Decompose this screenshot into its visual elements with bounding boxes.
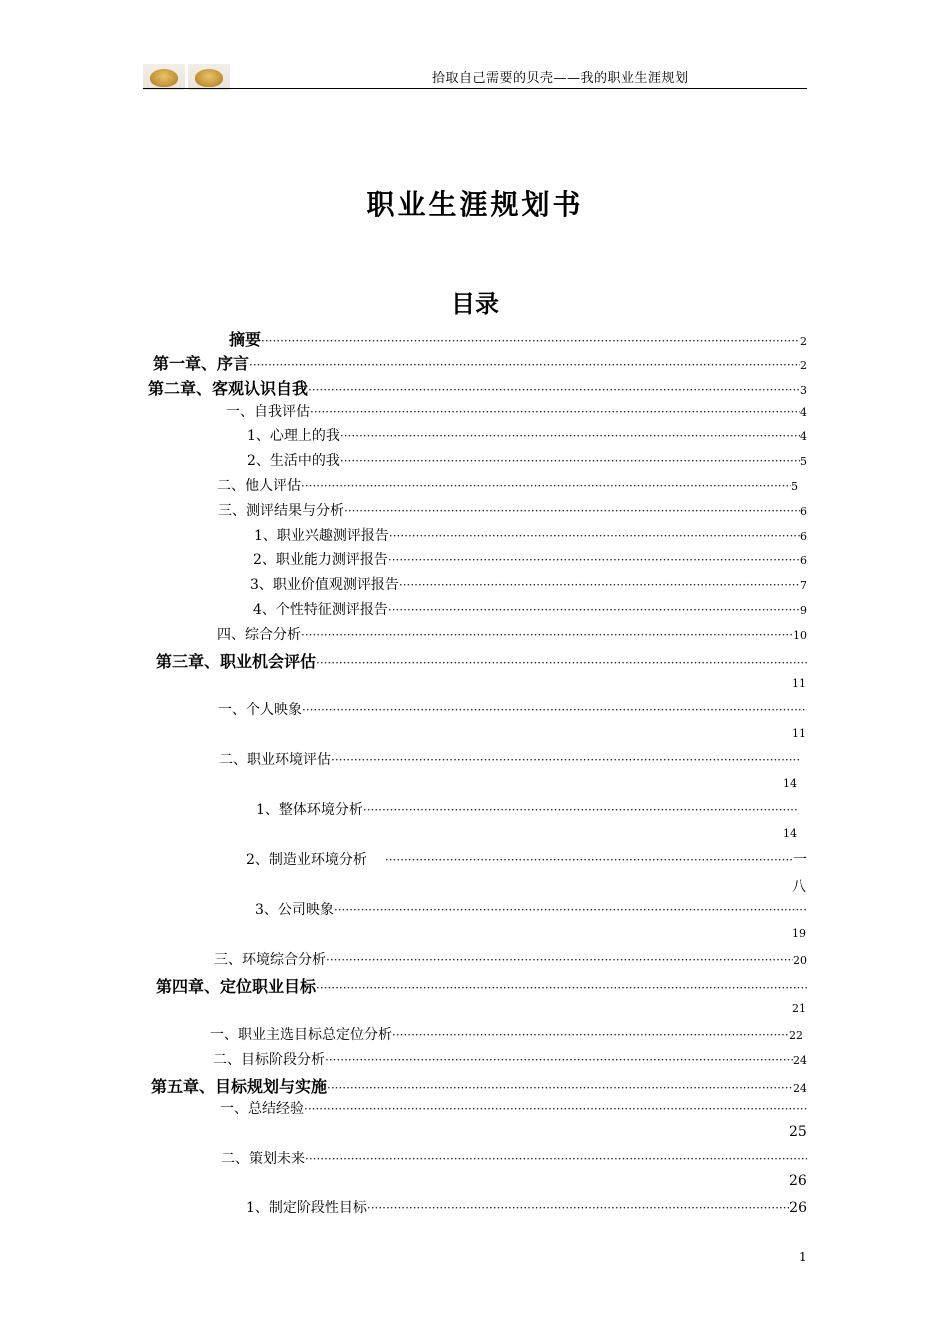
- toc-entry-label: 第三章、职业机会评估: [156, 652, 317, 671]
- toc-entry-label: 1、职业兴趣测评报告: [254, 528, 389, 544]
- toc-leader: [302, 703, 807, 717]
- toc-entry[interactable]: [220, 1098, 807, 1120]
- toc-leader: [331, 753, 799, 767]
- toc-entry-page-cont: 八: [792, 879, 806, 895]
- toc-entry-label: 1、制定阶段性目标: [246, 1200, 367, 1216]
- toc-entry-label: 一、个人映象: [218, 702, 302, 718]
- toc-entry[interactable]: [156, 974, 807, 996]
- toc-entry-label: 2、职业能力测评报告: [253, 552, 388, 568]
- toc-leader: [310, 405, 800, 419]
- toc-entry-label: 摘要: [229, 330, 262, 349]
- toc-entry[interactable]: [250, 574, 807, 596]
- toc-leader: [316, 981, 807, 995]
- toc-entry-label: 四、综合分析: [217, 627, 301, 643]
- toc-entry[interactable]: [153, 351, 807, 373]
- toc-leader: [389, 529, 800, 543]
- toc-title: 目录: [451, 289, 499, 318]
- toc-entry-page: 5: [800, 455, 807, 468]
- toc-entry[interactable]: [246, 1197, 807, 1219]
- toc-leader: [325, 1053, 793, 1067]
- toc-leader: [388, 603, 800, 617]
- shell-icon: [143, 64, 185, 90]
- toc-entry-label: 3、公司映象: [255, 902, 334, 918]
- toc-entry[interactable]: [255, 899, 807, 921]
- toc-entry-page: 19: [792, 927, 806, 940]
- toc-entry-page: 7: [800, 579, 807, 592]
- toc-leader: [385, 853, 793, 867]
- toc-leader: [308, 383, 800, 397]
- toc-entry[interactable]: [217, 624, 807, 646]
- toc-entry[interactable]: [253, 599, 807, 621]
- header-title: 拾取自己需要的贝壳——我的职业生涯规划: [432, 71, 689, 86]
- toc-entry-page: 3: [800, 384, 807, 397]
- toc-entry-page: 6: [800, 530, 807, 543]
- toc-entry-page: 25: [789, 1124, 807, 1140]
- toc-entry[interactable]: [151, 1074, 807, 1096]
- toc-entry-page: 10: [793, 629, 807, 642]
- toc-entry-label: 一、职业主选目标总定位分析: [210, 1027, 392, 1043]
- toc-entry[interactable]: [218, 500, 807, 522]
- toc-entry-page: 6: [800, 505, 807, 518]
- toc-entry[interactable]: [226, 401, 807, 423]
- toc-entry-label: 二、职业环境评估: [219, 752, 331, 768]
- toc-entry[interactable]: [247, 425, 807, 447]
- toc-entry[interactable]: [214, 949, 807, 971]
- toc-entry[interactable]: [217, 475, 798, 497]
- document-title: 职业生涯规划书: [366, 188, 584, 221]
- toc-leader: [340, 429, 800, 443]
- toc-entry[interactable]: [247, 450, 807, 472]
- toc-leader: [261, 334, 800, 348]
- toc-entry-page: 2: [800, 335, 807, 348]
- toc-leader: [326, 953, 793, 967]
- toc-leader: [388, 553, 800, 567]
- toc-entry-page: 11: [792, 727, 806, 740]
- toc-entry-page: 6: [800, 554, 807, 567]
- toc-entry-page: 26: [789, 1200, 807, 1216]
- toc-entry[interactable]: [210, 1024, 803, 1046]
- toc-entry[interactable]: [246, 849, 807, 871]
- toc-entry-page: 14: [783, 777, 797, 790]
- toc-entry[interactable]: [256, 799, 799, 821]
- toc-leader: [249, 358, 800, 372]
- toc-entry-page: 24: [793, 1054, 807, 1067]
- toc-entry-label: 一、总结经验: [220, 1101, 304, 1117]
- page-number: 1: [799, 1250, 807, 1264]
- header-logo: [143, 64, 230, 90]
- toc-entry-label: 2、生活中的我: [247, 453, 340, 469]
- toc-entry-label: 一、自我评估: [226, 404, 310, 420]
- toc-leader: [334, 903, 807, 917]
- toc-entry-label: 第一章、序言: [153, 354, 250, 373]
- shell-icon: [188, 64, 230, 90]
- toc-leader: [392, 1028, 789, 1042]
- toc-entry-page: 一: [793, 852, 807, 868]
- toc-entry-page: 4: [800, 430, 807, 443]
- toc-entry-page: 20: [793, 954, 807, 967]
- toc-entry[interactable]: [221, 1148, 807, 1170]
- toc-leader: [344, 504, 800, 518]
- toc-entry-label: 1、心理上的我: [247, 428, 340, 444]
- toc-entry-label: 三、测评结果与分析: [218, 503, 344, 519]
- toc-entry-page: 5: [791, 480, 798, 493]
- toc-entry[interactable]: [218, 699, 807, 721]
- toc-leader: [367, 1201, 789, 1215]
- toc-entry-page: 9: [800, 604, 807, 617]
- toc-entry-page: 14: [783, 827, 797, 840]
- toc-entry-page: 4: [800, 406, 807, 419]
- toc-leader: [327, 1081, 793, 1095]
- toc-leader: [301, 479, 791, 493]
- toc-leader: [340, 454, 800, 468]
- toc-entry[interactable]: [229, 327, 807, 349]
- toc-entry[interactable]: [253, 549, 807, 571]
- toc-entry[interactable]: [156, 649, 807, 671]
- toc-entry-label: 三、环境综合分析: [214, 952, 326, 968]
- toc-leader: [301, 628, 793, 642]
- toc-leader: [305, 1152, 807, 1166]
- toc-entry-label: 二、他人评估: [217, 478, 301, 494]
- toc-entry-label: 第二章、客观认识自我: [148, 379, 309, 398]
- toc-entry[interactable]: [219, 749, 799, 771]
- toc-entry-page: 26: [789, 1173, 807, 1189]
- toc-leader: [363, 803, 799, 817]
- toc-leader: [399, 578, 800, 592]
- toc-entry-page: 11: [792, 677, 806, 690]
- toc-entry[interactable]: [148, 376, 807, 398]
- toc-entry-label: 1、整体环境分析: [256, 802, 363, 818]
- toc-entry-page: 2: [800, 359, 807, 372]
- toc-entry-label: 3、职业价值观测评报告: [250, 577, 399, 593]
- toc-entry-label: 二、策划未来: [221, 1151, 305, 1167]
- toc-entry-page: 24: [793, 1082, 807, 1095]
- toc-entry[interactable]: [254, 525, 807, 547]
- toc-entry-page: 21: [792, 1002, 806, 1015]
- toc-leader: [316, 656, 807, 670]
- toc-entry-label: 第四章、定位职业目标: [156, 977, 317, 996]
- toc-entry-page: 22: [789, 1029, 803, 1042]
- toc-entry-label: 二、目标阶段分析: [213, 1052, 325, 1068]
- toc-entry[interactable]: [213, 1049, 807, 1071]
- header-rule: [143, 88, 807, 89]
- toc-entry-label: 4、个性特征测评报告: [253, 602, 388, 618]
- toc-leader: [304, 1102, 807, 1116]
- toc-entry-label: 2、制造业环境分析: [246, 852, 367, 868]
- toc-entry-label: 第五章、目标规划与实施: [151, 1077, 328, 1096]
